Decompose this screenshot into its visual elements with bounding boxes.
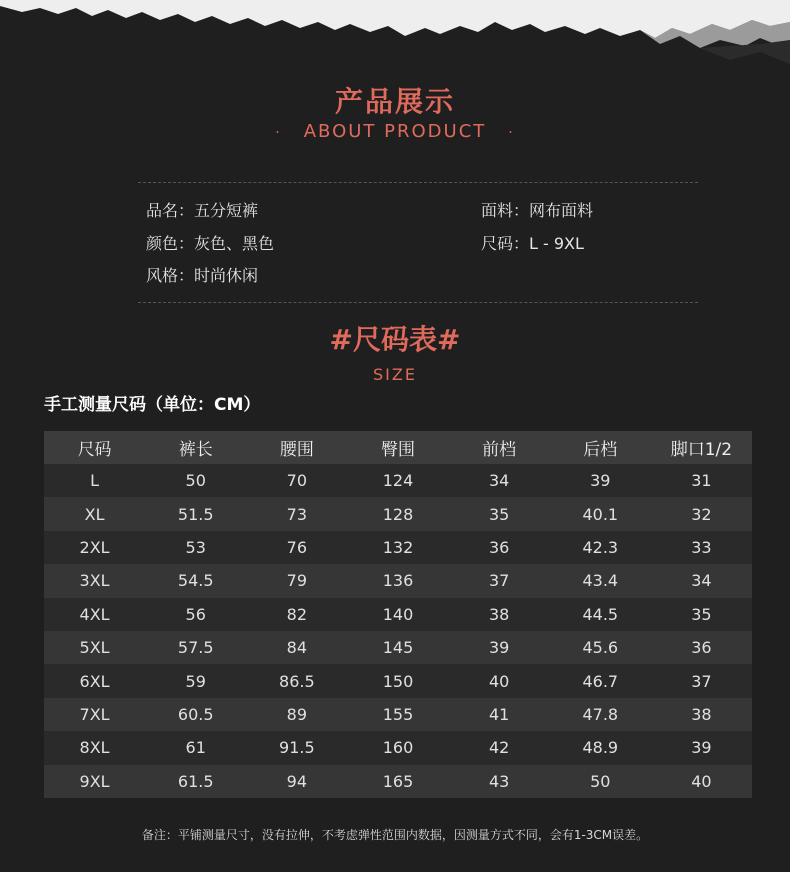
measurement-cell: 42 — [449, 731, 550, 764]
measurement-cell: 54.5 — [145, 564, 246, 597]
header-cell: 尺码 — [44, 431, 145, 464]
info-name — [146, 198, 258, 221]
table-row — [44, 598, 752, 631]
size-label-cell: 3XL — [44, 564, 145, 597]
table-row — [44, 531, 752, 564]
info-fabric-value: 网布面料 — [529, 201, 594, 220]
measurement-cell: 73 — [246, 497, 347, 530]
measurement-cell: 43 — [449, 765, 550, 798]
measurement-cell: 50 — [550, 765, 651, 798]
measurement-cell: 40 — [651, 765, 752, 798]
measurement-cell: 42.3 — [550, 531, 651, 564]
measurement-cell: 50 — [145, 464, 246, 497]
measurement-cell: 48.9 — [550, 731, 651, 764]
dot-right: · — [508, 125, 515, 141]
measurement-cell: 39 — [550, 464, 651, 497]
page-subtitle-row — [0, 121, 790, 142]
measurement-cell: 53 — [145, 531, 246, 564]
page-subtitle: ABOUT PRODUCT — [303, 121, 487, 142]
header-cell: 脚口1/2 — [651, 431, 752, 464]
measurement-cell: 61.5 — [145, 765, 246, 798]
measurement-cell: 79 — [246, 564, 347, 597]
divider-bottom — [138, 302, 698, 303]
measurement-cell: 128 — [347, 497, 448, 530]
table-row — [44, 698, 752, 731]
info-color-value: 灰色、黑色 — [194, 234, 275, 253]
measurement-cell: 38 — [651, 698, 752, 731]
measurement-cell: 45.6 — [550, 631, 651, 664]
measurement-cell: 94 — [246, 765, 347, 798]
divider-top — [138, 182, 698, 183]
measurement-cell: 59 — [145, 664, 246, 697]
info-fabric — [481, 198, 593, 221]
measurement-cell: 41 — [449, 698, 550, 731]
size-label-cell: 9XL — [44, 765, 145, 798]
measurement-cell: 124 — [347, 464, 448, 497]
measurement-cell: 33 — [651, 531, 752, 564]
info-size-key: 尺码： — [481, 234, 530, 253]
measurement-cell: 56 — [145, 598, 246, 631]
info-size — [481, 231, 584, 254]
measurement-cell: 132 — [347, 531, 448, 564]
size-table — [44, 431, 752, 798]
header-cell: 臀围 — [347, 431, 448, 464]
torn-paper-edge — [0, 0, 790, 70]
measurement-cell: 165 — [347, 765, 448, 798]
measurement-cell: 31 — [651, 464, 752, 497]
info-color-key: 颜色： — [146, 234, 195, 253]
size-label-cell: 4XL — [44, 598, 145, 631]
measurement-cell: 35 — [449, 497, 550, 530]
measurement-cell: 34 — [651, 564, 752, 597]
table-row — [44, 564, 752, 597]
measurement-cell: 61 — [145, 731, 246, 764]
measurement-cell: 36 — [651, 631, 752, 664]
info-color — [146, 231, 274, 254]
size-chart-title: #尺码表# — [329, 323, 461, 356]
page-title: 产品展示 — [334, 85, 455, 118]
measurement-cell: 136 — [347, 564, 448, 597]
measurement-cell: 43.4 — [550, 564, 651, 597]
measurement-cell: 57.5 — [145, 631, 246, 664]
size-label-cell: XL — [44, 497, 145, 530]
dot-left: · — [275, 125, 282, 141]
info-style-key: 风格： — [146, 266, 195, 285]
size-label-cell: 7XL — [44, 698, 145, 731]
table-row — [44, 765, 752, 798]
measurement-cell: 155 — [347, 698, 448, 731]
measurement-cell: 37 — [449, 564, 550, 597]
measurement-cell: 44.5 — [550, 598, 651, 631]
size-label-cell: 6XL — [44, 664, 145, 697]
size-label-cell: L — [44, 464, 145, 497]
measurement-cell: 150 — [347, 664, 448, 697]
measurement-cell: 84 — [246, 631, 347, 664]
footnote: 备注：平铺测量尺寸，没有拉伸，不考虑弹性范围内数据，因测量方式不同，会有1-3CM误差。 — [141, 828, 649, 842]
measurement-cell: 82 — [246, 598, 347, 631]
measurement-cell: 40.1 — [550, 497, 651, 530]
size-chart-subtitle: SIZE — [373, 365, 417, 384]
measurement-cell: 51.5 — [145, 497, 246, 530]
header-cell: 后档 — [550, 431, 651, 464]
header-cell: 裤长 — [145, 431, 246, 464]
info-name-key: 品名： — [146, 201, 195, 220]
size-label-cell: 8XL — [44, 731, 145, 764]
measurement-cell: 160 — [347, 731, 448, 764]
table-row — [44, 497, 752, 530]
table-row — [44, 631, 752, 664]
measurement-cell: 37 — [651, 664, 752, 697]
measurement-cell: 70 — [246, 464, 347, 497]
info-name-value: 五分短裤 — [194, 201, 259, 220]
measurement-cell: 76 — [246, 531, 347, 564]
header-cell: 前档 — [449, 431, 550, 464]
measurement-cell: 91.5 — [246, 731, 347, 764]
table-row — [44, 664, 752, 697]
measurement-cell: 35 — [651, 598, 752, 631]
size-label-cell: 2XL — [44, 531, 145, 564]
measurement-cell: 47.8 — [550, 698, 651, 731]
measurement-cell: 60.5 — [145, 698, 246, 731]
measurement-cell: 39 — [449, 631, 550, 664]
measurement-cell: 39 — [651, 731, 752, 764]
measurement-cell: 32 — [651, 497, 752, 530]
table-header-row — [44, 431, 752, 464]
measurement-cell: 40 — [449, 664, 550, 697]
table-row — [44, 464, 752, 497]
measurement-cell: 89 — [246, 698, 347, 731]
measurement-cell: 145 — [347, 631, 448, 664]
size-label-cell: 5XL — [44, 631, 145, 664]
measurement-cell: 34 — [449, 464, 550, 497]
measurement-cell: 36 — [449, 531, 550, 564]
info-style-value: 时尚休闲 — [194, 266, 259, 285]
header-cell: 腰围 — [246, 431, 347, 464]
measurement-cell: 140 — [347, 598, 448, 631]
info-fabric-key: 面料： — [481, 201, 530, 220]
measurement-cell: 38 — [449, 598, 550, 631]
info-style — [146, 263, 258, 286]
measure-title: 手工测量尺码（单位：CM） — [44, 395, 261, 415]
table-row — [44, 731, 752, 764]
info-size-value: L - 9XL — [529, 234, 584, 253]
measurement-cell: 86.5 — [246, 664, 347, 697]
measurement-cell: 46.7 — [550, 664, 651, 697]
table-body — [44, 464, 752, 798]
